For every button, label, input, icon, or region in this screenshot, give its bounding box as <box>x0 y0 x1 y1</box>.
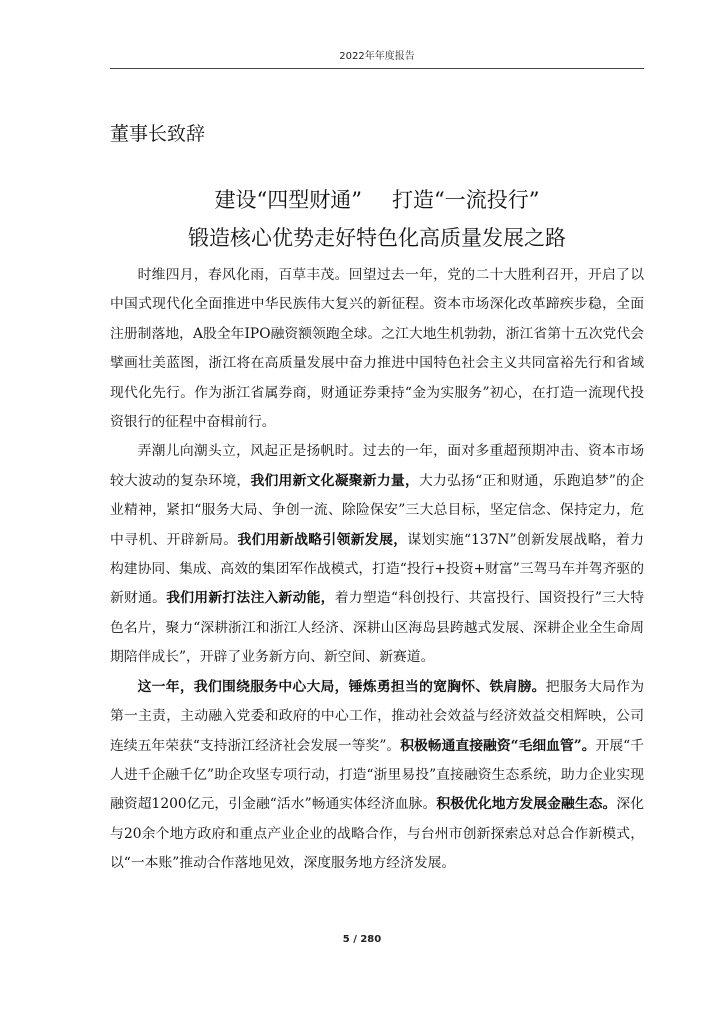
text-run: 谋划实施“137N”创新发展战略，着力构建协同、集成、高效的集团军作战模式，打造“投行+投资+财富”三驾马车并驾齐驱的新财通。 <box>110 531 644 607</box>
bold-run: 积极畅通直接融资“毛细血管”。 <box>400 737 596 754</box>
text-run: 把服务大局作为第一主责，主动融入党委和政府的中心工作，推动社会效益与经济效益交相辉映，公司连续五年荣获“支持浙江经济社会发展一等奖”。 <box>110 678 645 754</box>
paragraph-3 <box>110 673 644 879</box>
page-number: 5 / 280 <box>342 934 382 945</box>
running-header <box>110 50 644 69</box>
bold-run: 我们用新文化凝聚新力量， <box>250 472 419 489</box>
text-run: 开展“千人进千企融千亿”助企攻坚专项行动，打造“浙里易投”直接融资生态系统，助力企业实现融资超1200亿元，引金融“活水”畅通实体经济血脉。 <box>110 737 645 813</box>
text-run: 大力弘扬“正和财通，乐跑追梦”的企业精神，紧扣“服务大局、争创一流、除险保安”三大总目标，坚定信念、保持定力，危中寻机、开辟新局。 <box>110 472 645 548</box>
main-title-part-a: 建设“四型财通” <box>214 188 362 212</box>
letter-body <box>110 261 644 879</box>
bold-run: 我们用新打法注入新动能， <box>166 590 335 607</box>
section-title: 董事长致辞 <box>110 123 206 145</box>
bold-run: 积极优化地方发展金融生态。 <box>436 796 617 813</box>
bold-run: 我们用新战略引领新发展， <box>237 531 408 548</box>
main-title-line-2: 锻造核心优势走好特色化高质量发展之路 <box>188 226 566 250</box>
paragraph-2 <box>110 437 644 672</box>
main-title-line-1 <box>110 185 644 215</box>
text-run: 弄潮儿向潮头立，风起正是扬帆时。过去的一年，面对多重超预期冲击、资本市场较大波动的复杂环境， <box>110 443 644 489</box>
text-run: 深化与20余个地方政府和重点产业企业的战略合作，与台州市创新探索总对总合作新模式，以“一本账”推动合作落地见效，深度服务地方经济发展。 <box>110 796 645 872</box>
bold-run: 这一年，我们围绕服务中心大局，锤炼勇担当的宽胸怀、铁肩膀。 <box>137 678 546 695</box>
main-title-part-b: 打造“一流投行” <box>392 188 540 212</box>
text-run: 着力塑造“科创投行、共富投行、国资投行”三大特色名片，聚力“深耕浙江和浙江人经济、深耕山区海岛县跨越式发展、深耕企业全生命周期陪伴成长”，开辟了业务新方向、新空间、新赛道。 <box>110 590 645 666</box>
paragraph-1: 时维四月，春风化雨，百草丰茂。回望过去一年，党的二十大胜利召开，开启了以中国式现代化全面推进中华民族伟大复兴的新征程。资本市场深化改革蹄疾步稳，全面注册制落地，A股全年IPO融资额领跑全球。之江大地生机勃勃，浙江省第十五次党代会擘画壮美蓝图，浙江将在高质量发展中奋力推进中国特色社会主义共同富裕先行和省域现代化先行。作为浙江省属券商，财通证券秉持“金为实服务”初心，在打造一流现代投资银行的征程中奋楫前行。 <box>110 267 644 431</box>
report-title: 2022年年度报告 <box>339 51 415 62</box>
